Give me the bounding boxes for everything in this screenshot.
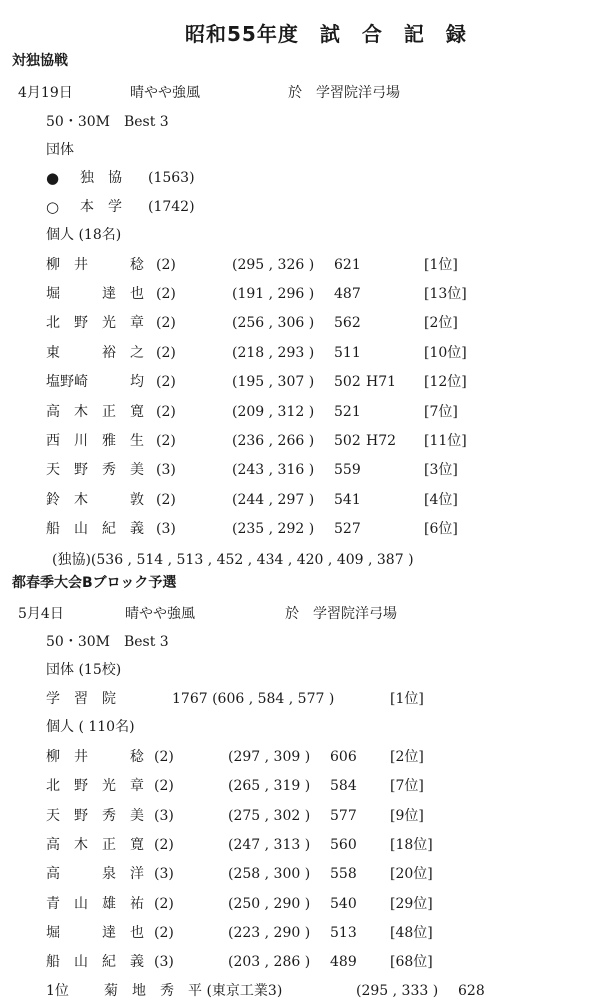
player-name: 船 山 紀 義 [46,954,144,970]
player-name: 東 裕 之 [46,345,144,361]
round-scores: (236 , 266 ) [232,433,315,449]
total-score: 489 [330,954,357,970]
round-scores: (295 , 326 ) [232,257,315,273]
round-scores: (297 , 309 ) [228,749,311,765]
rank: [1位] [390,691,424,707]
total-score: 541 [334,492,361,508]
total-score: 558 [330,866,357,882]
player-name: 西 川 雅 生 [46,433,144,449]
player-grade: (2) [156,257,176,273]
rank: [18位] [390,837,433,853]
player-grade: (2) [156,286,176,302]
total-score: 540 [330,896,357,912]
player-name: 北 野 光 章 [46,315,144,331]
rank: [2位] [424,315,458,331]
player-grade: (2) [154,925,174,941]
team-score: 1767 (606 , 584 , 577 ) [172,691,335,707]
rank: [7位] [390,778,424,794]
player-grade: (2) [156,374,176,390]
winner-place: 1位 [46,983,69,999]
match1-heading: 対独協戦 [12,53,68,69]
rank: [6位] [424,521,458,537]
loss-marker-icon: ● [46,169,60,187]
round-scores: (258 , 300 ) [228,866,311,882]
rank: [4位] [424,492,458,508]
round-scores: (195 , 307 ) [232,374,315,390]
player-name: 船 山 紀 義 [46,521,144,537]
player-name: 鈴 木 敦 [46,492,144,508]
total-score: 502 [334,374,361,390]
match2-date: 5月4日 [18,606,64,622]
total-score: 560 [330,837,357,853]
player-grade: (3) [154,808,174,824]
round-scores: (247 , 313 ) [228,837,311,853]
player-grade: (2) [154,896,174,912]
rank: [3位] [424,462,458,478]
player-grade: (3) [156,521,176,537]
match1-venue: 於 学習院洋弓場 [288,85,400,101]
player-grade: (2) [154,837,174,853]
round-scores: (209 , 312 ) [232,404,315,420]
round-scores: (256 , 306 ) [232,315,315,331]
round-scores: (265 , 319 ) [228,778,311,794]
match1-weather: 晴やや強風 [130,85,200,101]
round-scores: (235 , 292 ) [232,521,315,537]
winner-total: 628 [458,983,485,999]
player-name: 天 野 秀 美 [46,808,144,824]
player-grade: (2) [156,404,176,420]
round-scores: (275 , 302 ) [228,808,311,824]
total-score: 621 [334,257,361,273]
rank: [68位] [390,954,433,970]
match1-date: 4月19日 [18,85,73,101]
match2-individual-label: 個人 ( 110名) [46,719,135,735]
player-name: 堀 達 也 [46,286,144,302]
player-name: 高 泉 洋 [46,866,144,882]
rank: [10位] [424,345,467,361]
total-score: 562 [334,315,361,331]
match2-weather: 晴やや強風 [125,606,195,622]
player-grade: (2) [156,315,176,331]
match2-format: 50・30M Best 3 [46,634,169,650]
total-score: 606 [330,749,357,765]
player-name: 北 野 光 章 [46,778,144,794]
team-name: 独 協 [80,170,122,186]
round-scores: (243 , 316 ) [232,462,315,478]
total-score: 584 [330,778,357,794]
opponent-scores: (独協)(536 , 514 , 513 , 452 , 434 , 420 , 409 , 387 ) [52,552,414,568]
total-score: 559 [334,462,361,478]
match1-format: 50・30M Best 3 [46,114,169,130]
score-note: H72 [366,433,397,449]
total-score: 513 [330,925,357,941]
player-grade: (2) [156,492,176,508]
total-score: 577 [330,808,357,824]
score-note: H71 [366,374,397,390]
rank: [2位] [390,749,424,765]
team-score: (1563) [148,170,195,186]
total-score: 521 [334,404,361,420]
total-score: 487 [334,286,361,302]
player-name: 柳 井 稔 [46,749,144,765]
match1-team-label: 団体 [46,142,74,158]
match1-individual-label: 個人 (18名) [46,227,122,243]
rank: [9位] [390,808,424,824]
match2-heading: 都春季大会Bブロック予選 [12,575,177,591]
rank: [12位] [424,374,467,390]
round-scores: (250 , 290 ) [228,896,311,912]
player-grade: (3) [154,954,174,970]
rank: [20位] [390,866,433,882]
match2-team-label: 団体 (15校) [46,662,122,678]
total-score: 527 [334,521,361,537]
player-grade: (3) [154,866,174,882]
player-name: 青 山 雄 祐 [46,896,144,912]
round-scores: (191 , 296 ) [232,286,315,302]
round-scores: (244 , 297 ) [232,492,315,508]
rank: [11位] [424,433,467,449]
rank: [1位] [424,257,458,273]
player-name: 柳 井 稔 [46,257,144,273]
rank: [7位] [424,404,458,420]
page-title: 昭和55年度 試 合 記 録 [185,22,467,46]
round-scores: (218 , 293 ) [232,345,315,361]
team-name: 学 習 院 [46,691,116,707]
match2-venue: 於 学習院洋弓場 [285,606,397,622]
winner-scores: (295 , 333 ) [356,983,439,999]
total-score: 502 [334,433,361,449]
total-score: 511 [334,345,361,361]
rank: [13位] [424,286,467,302]
player-name: 堀 達 也 [46,925,144,941]
player-grade: (2) [156,433,176,449]
rank: [29位] [390,896,433,912]
player-name: 高 木 正 寛 [46,837,144,853]
round-scores: (203 , 286 ) [228,954,311,970]
player-name: 天 野 秀 美 [46,462,144,478]
round-scores: (223 , 290 ) [228,925,311,941]
player-name: 塩野崎 均 [46,374,144,390]
player-name: 高 木 正 寛 [46,404,144,420]
player-grade: (2) [154,778,174,794]
player-grade: (2) [156,345,176,361]
win-marker-icon: ○ [46,198,60,216]
team-name: 本 学 [80,199,122,215]
winner-name: 菊 地 秀 平 (東京工業3) [104,983,283,999]
rank: [48位] [390,925,433,941]
player-grade: (2) [154,749,174,765]
player-grade: (3) [156,462,176,478]
team-score: (1742) [148,199,195,215]
